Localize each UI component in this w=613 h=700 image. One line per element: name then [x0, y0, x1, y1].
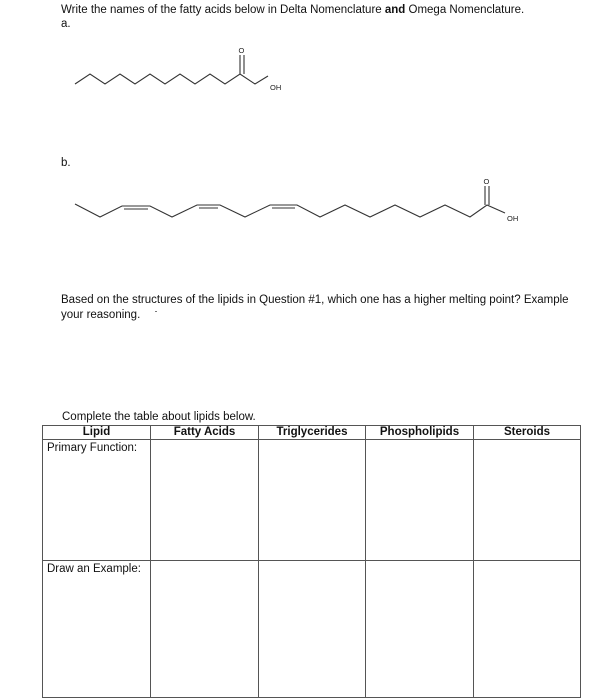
prompt-text-end: Omega Nomenclature.: [405, 4, 525, 16]
table-header-row: [43, 426, 581, 440]
question-2-line-1: Based on the structures of the lipids in Question #1, which one has a higher melting point? Example: [61, 294, 569, 306]
header-phospholipids: Phospholipids: [366, 426, 474, 440]
table-caption: Complete the table about lipids below.: [62, 411, 256, 423]
header-lipid: Lipid: [43, 426, 151, 440]
hydroxyl-label-a: OH: [270, 83, 282, 92]
oxygen-label-b: O: [483, 177, 490, 186]
stray-mark: [155, 311, 157, 312]
prompt-bold-text: and: [384, 4, 406, 16]
table-row: [43, 561, 581, 698]
hydroxyl-label-b: OH: [507, 214, 519, 223]
cell-steroids-function[interactable]: [474, 440, 581, 561]
carbon-chain-b: [75, 204, 505, 217]
prompt-text: Write the names of the fatty acids below in Delta Nomenclature: [61, 4, 385, 16]
lipids-table: [42, 425, 581, 698]
part-a-label: a.: [61, 18, 71, 30]
cell-triglycerides-function[interactable]: [259, 440, 366, 561]
cell-fatty-acids-function[interactable]: [151, 440, 259, 561]
part-b-label: b.: [61, 157, 71, 169]
header-fatty-acids: Fatty Acids: [151, 426, 259, 440]
cell-steroids-example[interactable]: [474, 561, 581, 698]
row-label-draw-example: Draw an Example:: [43, 561, 151, 698]
fatty-acid-b-structure: [0, 0, 613, 240]
header-triglycerides: Triglycerides: [259, 426, 366, 440]
cell-triglycerides-example[interactable]: [259, 561, 366, 698]
header-steroids: Steroids: [474, 426, 581, 440]
cell-phospholipids-function[interactable]: [366, 440, 474, 561]
cell-phospholipids-example[interactable]: [366, 561, 474, 698]
table-row: [43, 440, 581, 561]
oxygen-label-a: O: [238, 46, 245, 55]
row-label-primary-function: Primary Function:: [43, 440, 151, 561]
question-2-line-2: your reasoning.: [61, 309, 141, 321]
cell-fatty-acids-example[interactable]: [151, 561, 259, 698]
